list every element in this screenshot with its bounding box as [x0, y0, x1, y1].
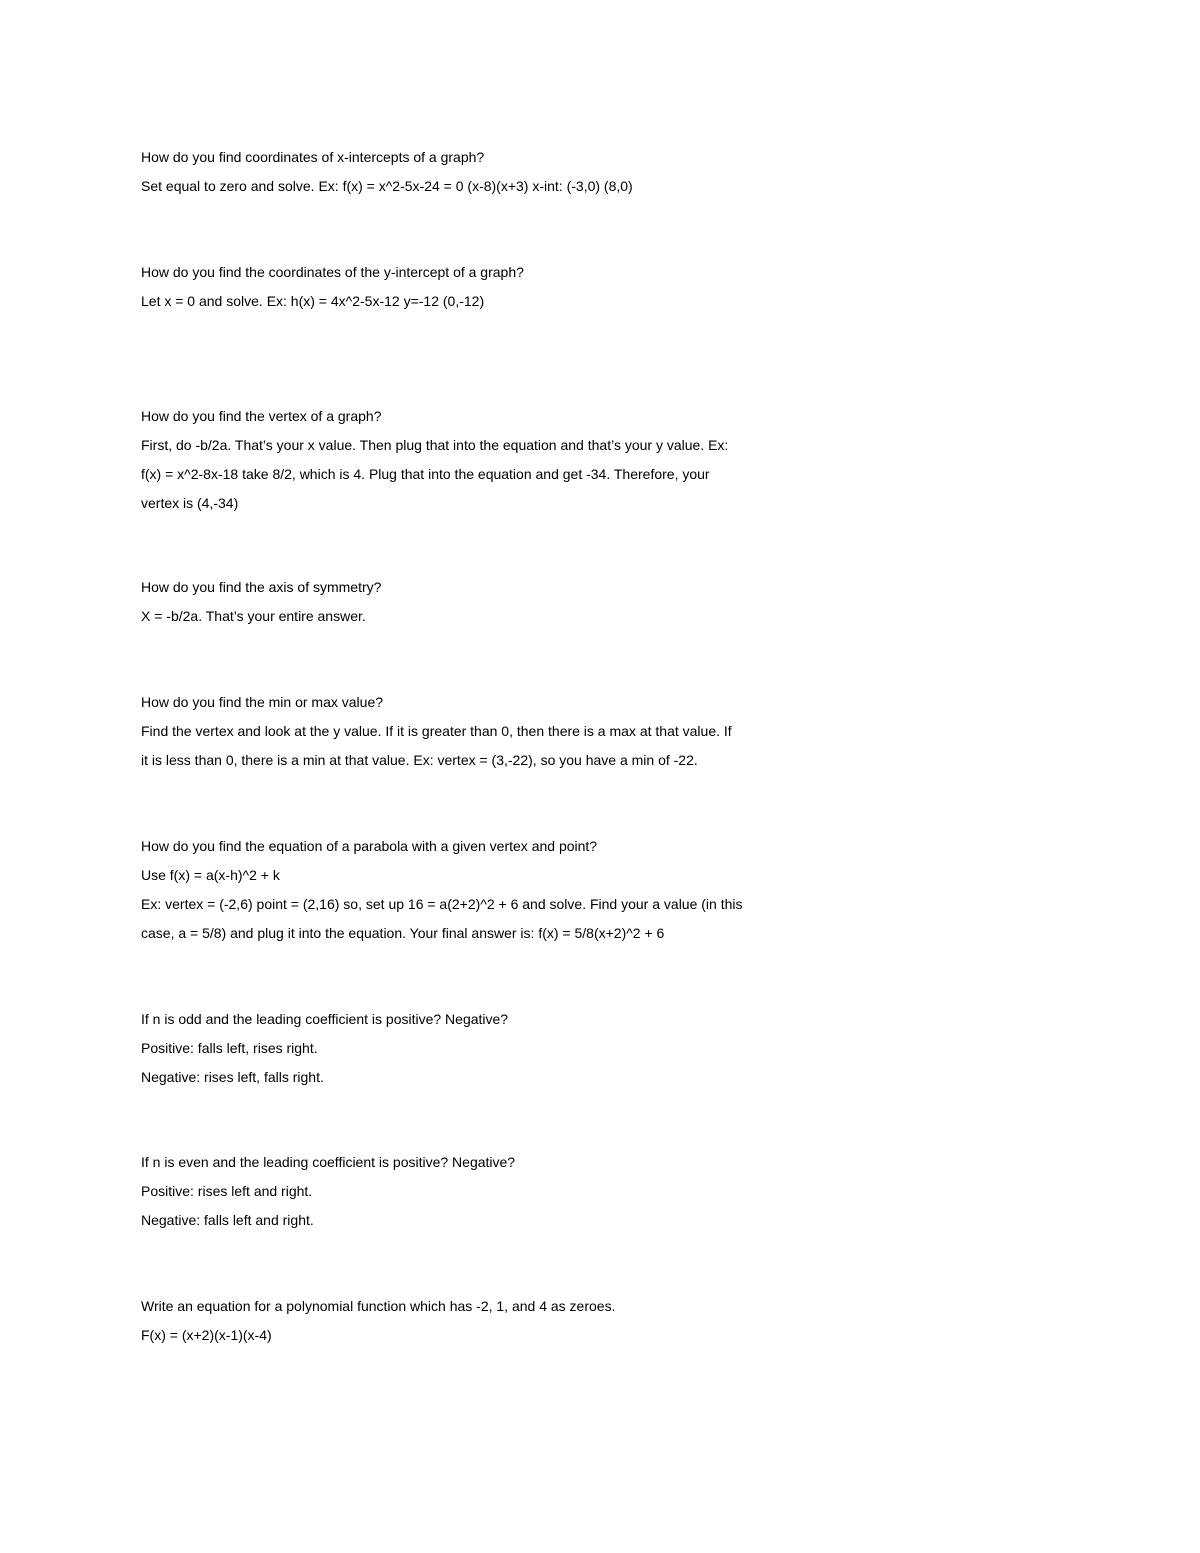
answer-line: First, do -b/2a. That’s your x value. Then plug that into the equation and that’s your y value. Ex:	[141, 437, 729, 453]
qa-section-vertex	[141, 402, 1081, 518]
answer-line: Negative: falls left and right.	[141, 1212, 314, 1228]
answer-line: Positive: rises left and right.	[141, 1183, 313, 1199]
question-text: How do you find the equation of a parabola with a given vertex and point?	[141, 838, 598, 854]
question-text: How do you find the axis of symmetry?	[141, 579, 382, 595]
question-text: How do you find the vertex of a graph?	[141, 408, 382, 424]
qa-section-min-max	[141, 688, 1081, 775]
answer-line: f(x) = x^2-8x-18 take 8/2, which is 4. Plug that into the equation and get -34. Therefore, your	[141, 466, 710, 482]
question-text: How do you find the min or max value?	[141, 694, 384, 710]
answer-line: F(x) = (x+2)(x-1)(x-4)	[141, 1327, 272, 1343]
question-text: If n is odd and the leading coefficient is positive? Negative?	[141, 1011, 509, 1027]
qa-section-axis-of-symmetry	[141, 573, 1081, 631]
answer-line: Positive: falls left, rises right.	[141, 1040, 318, 1056]
answer-line: it is less than 0, there is a min at that value. Ex: vertex = (3,-22), so you have a min of -22.	[141, 752, 698, 768]
answer-line: Negative: rises left, falls right.	[141, 1069, 324, 1085]
answer-line: Ex: vertex = (-2,6) point = (2,16) so, set up 16 = a(2+2)^2 + 6 and solve. Find your a value (in this	[141, 896, 743, 912]
qa-section-odd-degree	[141, 1005, 1081, 1092]
qa-section-parabola-equation	[141, 832, 1081, 948]
answer-line: Let x = 0 and solve. Ex: h(x) = 4x^2-5x-12 y=-12 (0,-12)	[141, 293, 485, 309]
answer-line: vertex is (4,-34)	[141, 495, 239, 511]
question-text: How do you find the coordinates of the y-intercept of a graph?	[141, 264, 524, 280]
answer-line: Set equal to zero and solve. Ex: f(x) = x^2-5x-24 = 0 (x-8)(x+3) x-int: (-3,0) (8,0)	[141, 178, 633, 194]
answer-line: X = -b/2a. That’s your entire answer.	[141, 608, 366, 624]
question-text: Write an equation for a polynomial function which has -2, 1, and 4 as zeroes.	[141, 1298, 616, 1314]
qa-section-even-degree	[141, 1148, 1081, 1235]
answer-line: Use f(x) = a(x-h)^2 + k	[141, 867, 280, 883]
answer-line: Find the vertex and look at the y value. If it is greater than 0, then there is a max at that value. If	[141, 723, 732, 739]
qa-section-y-intercept	[141, 258, 1081, 316]
answer-line: case, a = 5/8) and plug it into the equation. Your final answer is: f(x) = 5/8(x+2)^2 + 6	[141, 925, 665, 941]
qa-section-polynomial-zeroes	[141, 1292, 1081, 1350]
question-text: If n is even and the leading coefficient is positive? Negative?	[141, 1154, 516, 1170]
question-text: How do you find coordinates of x-intercepts of a graph?	[141, 149, 485, 165]
qa-section-x-intercepts	[141, 143, 1081, 201]
